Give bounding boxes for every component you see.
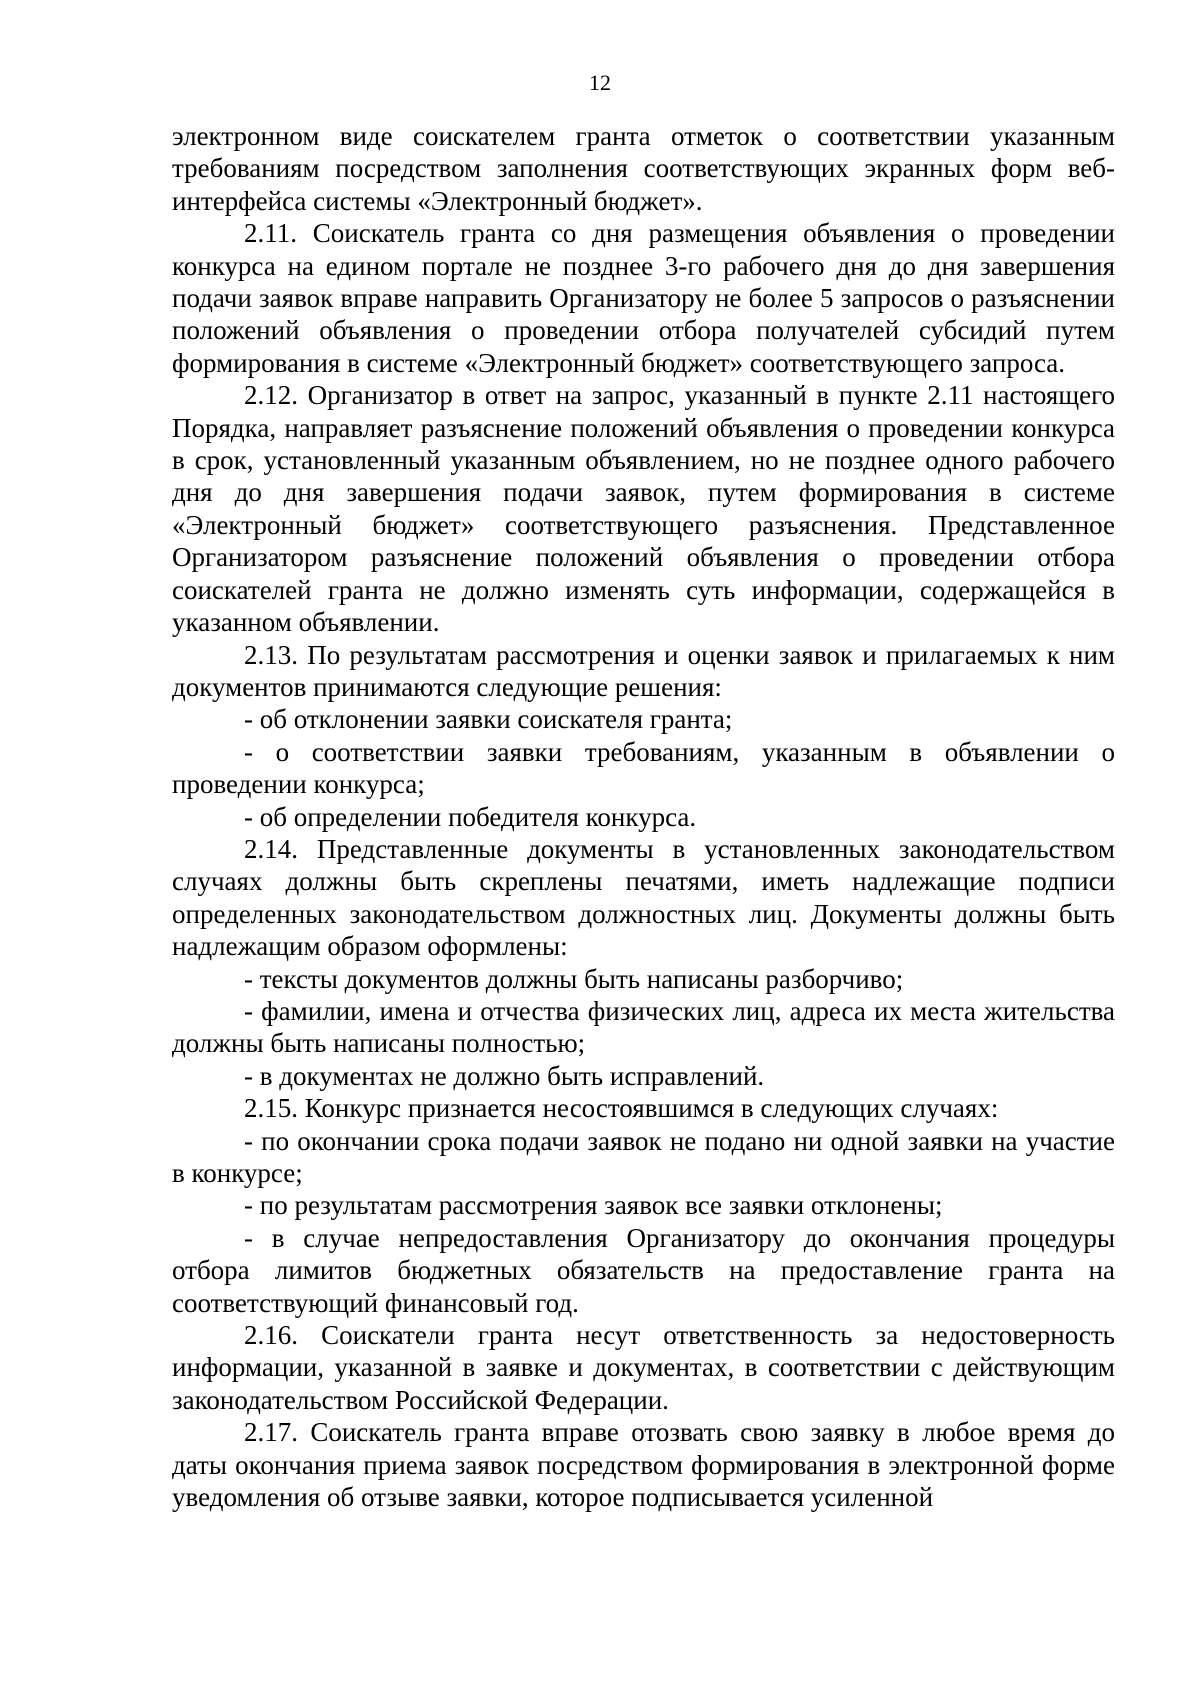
paragraph-2-15: 2.15. Конкурс признается несостоявшимся в следующих случаях: [244, 1093, 999, 1124]
list-item-no-limits: - в случае непредоставления Организатору до окончания процедуры отбора лимитов бюджетных обязательств на предоставление гранта на соответствующий финансовый год. [172, 1222, 1115, 1318]
list-item-no-corrections: - в документах не должно быть исправлений. [244, 1060, 765, 1091]
paragraph-2-11: 2.11. Соискатель гранта со дня размещения объявления о проведении конкурса на едином портале не позднее 3-го рабочего дня до дня завершения подачи заявок вправе направить Организатору не более 5 запросов о разъяснении положений объявления о проведении отбора получателей субсидий путем формирования в системе «Электронный бюджет» соответствующего запроса. [172, 218, 1115, 378]
paragraph-continuation: электронном виде соискателем гранта отметок о соответствии указанным требованиям посредством заполнения соответствующих экранных форм веб-интерфейса системы «Электронный бюджет». [172, 121, 1115, 216]
list-item-all-rejected: - по результатам рассмотрения заявок все заявки отклонены; [244, 1190, 943, 1221]
page-number: 12 [589, 70, 611, 95]
list-item-no-applications: - по окончании срока подачи заявок не подано ни одной заявки на участие в конкурсе; [172, 1125, 1115, 1188]
paragraph-2-12: 2.12. Организатор в ответ на запрос, указанный в пункте 2.11 настоящего Порядка, направляет разъяснение положений объявления о проведении конкурса в срок, установленный указанным объявлением, но не позднее одного рабочего дня до дня завершения подачи заявок, путем формирования в системе «Электронный бюджет» соответствующего разъяснения. Представленное Организатором разъяснение положений объявления о проведении отбора соискателей гранта не должно изменять суть информации, содержащейся в указанном объявлении. [172, 380, 1115, 638]
list-item-full-names: - фамилии, имена и отчества физических лиц, адреса их места жительства должны быть написаны полностью; [172, 995, 1115, 1059]
document-body [172, 120, 1115, 1513]
list-item-decision-compliance: - о соответствии заявки требованиям, указанным в объявлении о проведении конкурса; [172, 736, 1115, 800]
list-item-decision-reject: - об отклонении заявки соискателя гранта; [244, 704, 733, 735]
list-item-legible-text: - тексты документов должны быть написаны разборчиво; [244, 963, 904, 994]
paragraph-2-17: 2.17. Соискатель гранта вправе отозвать свою заявку в любое время до даты окончания приема заявок посредством формирования в электронной форме уведомления об отзыве заявки, которое подписывается усиленной [172, 1417, 1115, 1513]
list-item-decision-winner: - об определении победителя конкурса. [244, 801, 697, 832]
paragraph-2-14: 2.14. Представленные документы в установленных законодательством случаях должны быть скреплены печатями, иметь надлежащие подписи определенных законодательством должностных лиц. Документы должны быть надлежащим образом оформлены: [172, 833, 1115, 962]
paragraph-2-16: 2.16. Соискатели гранта несут ответственность за недостоверность информации, указанной в заявке и документах, в соответствии с действующим законодательством Российской Федерации. [172, 1320, 1115, 1415]
paragraph-2-13: 2.13. По результатам рассмотрения и оценки заявок и прилагаемых к ним документов принимаются следующие решения: [172, 639, 1115, 702]
